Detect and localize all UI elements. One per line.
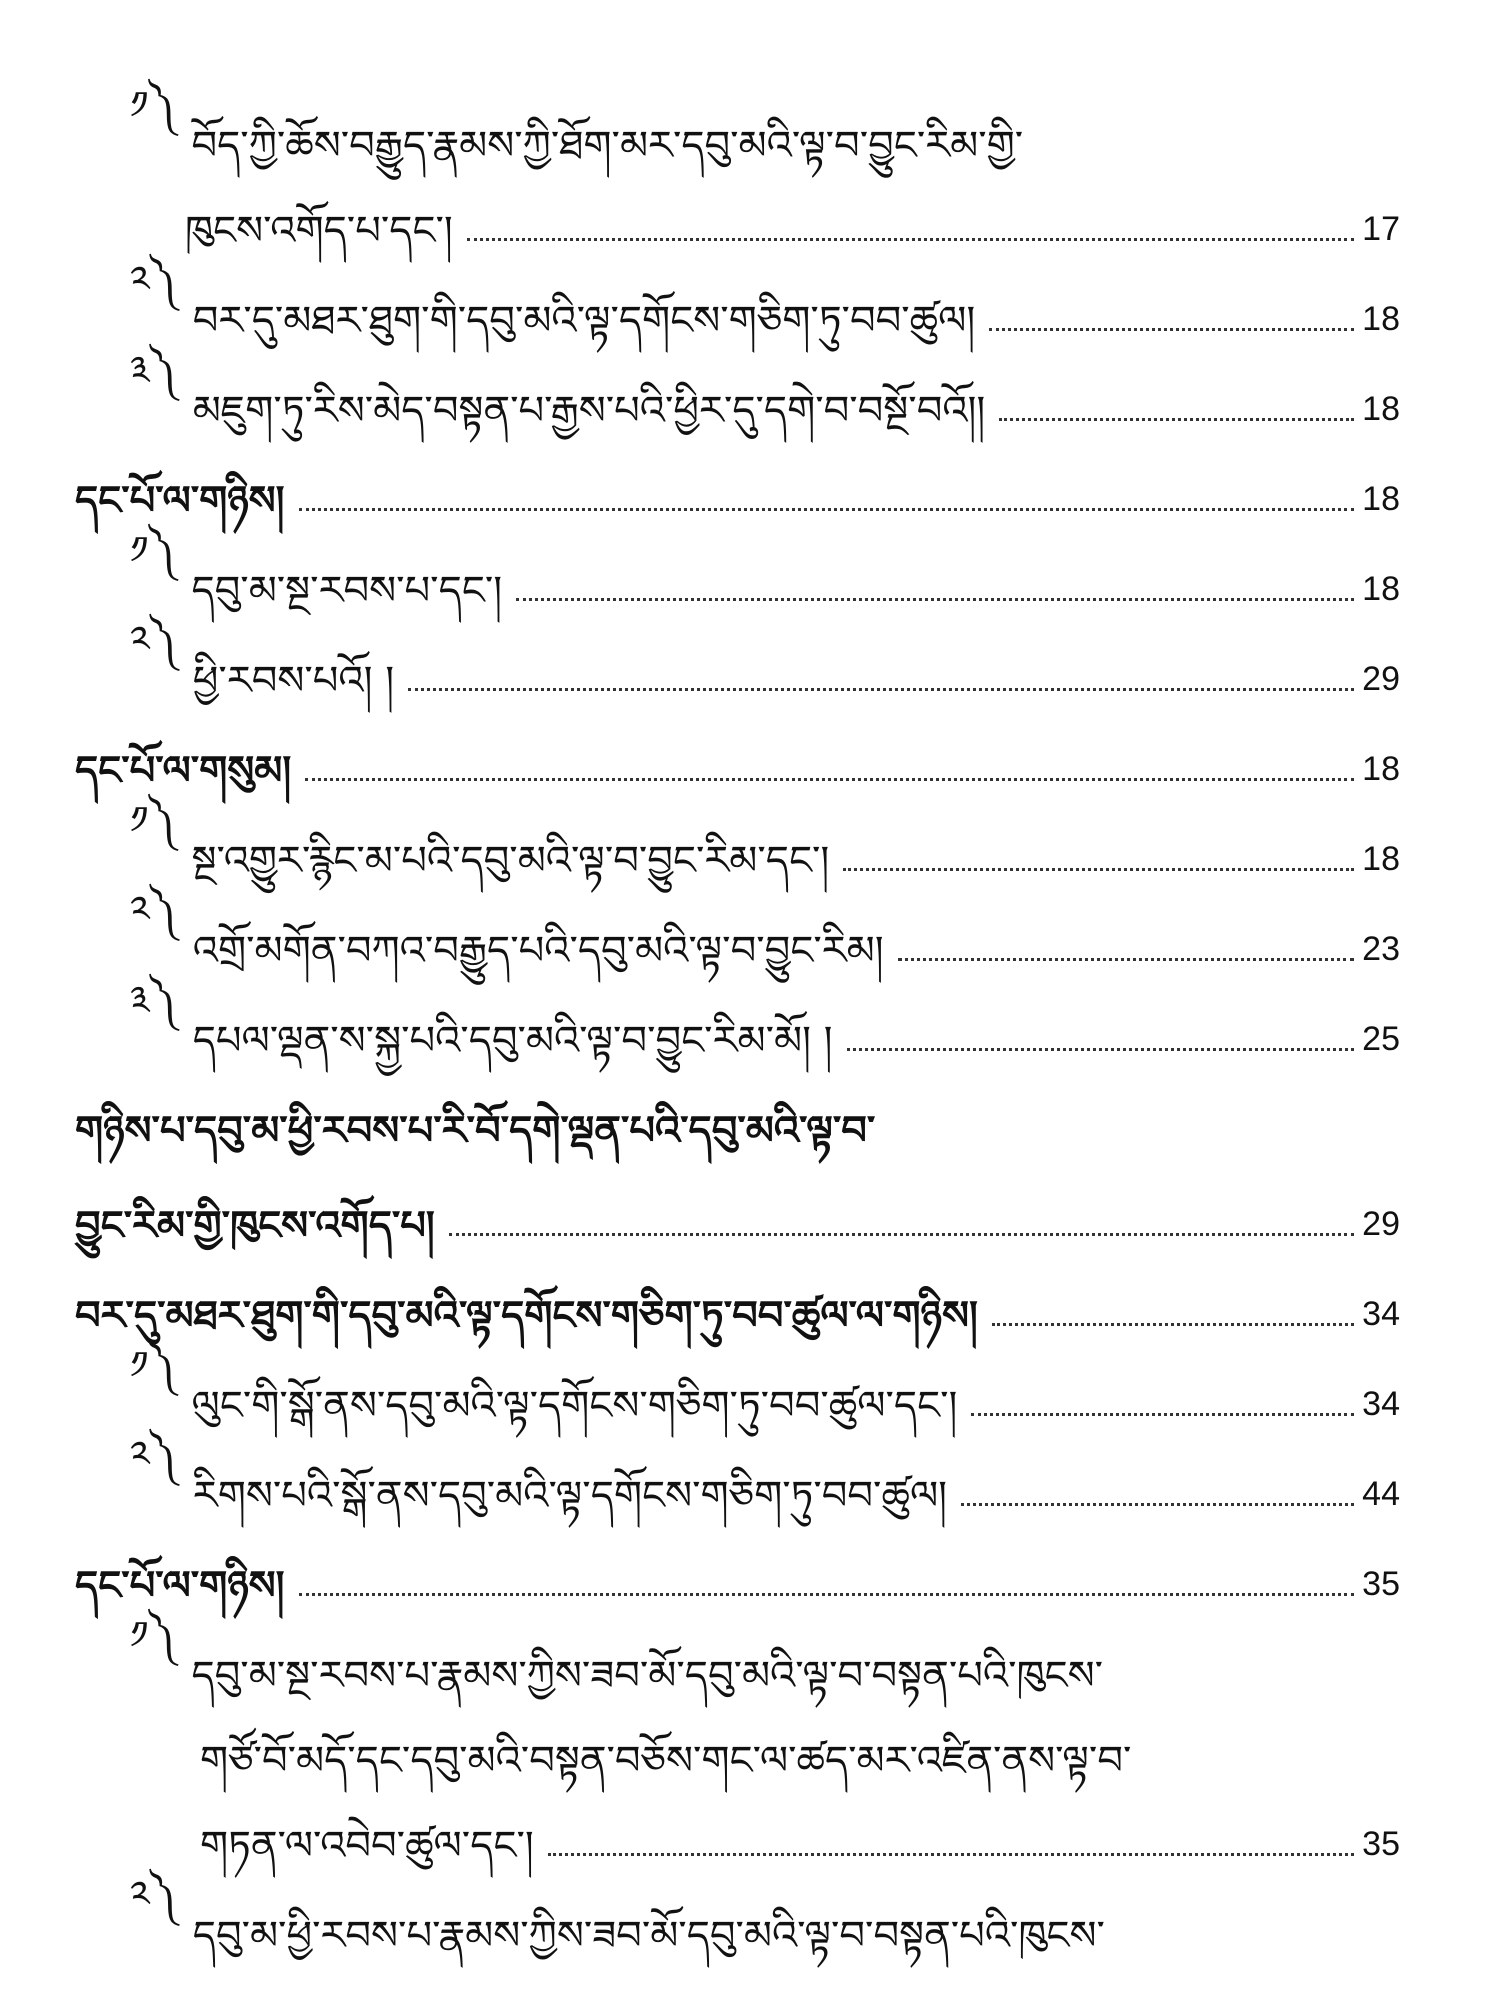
entry-number: ༢༽ [130, 618, 177, 662]
entry-page-number: 25 [1362, 1020, 1400, 1058]
entry-title: དབུ་མ་སྔ་རབས་པ་རྣམས་ཀྱིས་ཟབ་མོ་དབུ་མའི་ལྟ་བ་བསྟན་པའི་ཁུངས་ [191, 1653, 1103, 1699]
dot-leader [992, 1323, 1354, 1326]
entry-title: དབུ་མ་སྔ་རབས་པ་དང་། [191, 568, 503, 614]
entry-number: ༣༽ [130, 348, 177, 392]
dot-leader [305, 778, 1354, 781]
entry-number: ༡༽ [130, 528, 176, 572]
dot-leader [408, 688, 1354, 691]
dot-leader [299, 1593, 1355, 1596]
entry-number: ༡༽ [130, 83, 176, 127]
dot-leader [898, 958, 1355, 961]
entry-page-number: 29 [1362, 660, 1400, 698]
entry-page-number: 18 [1362, 480, 1400, 518]
toc-heading[interactable] [75, 1540, 1400, 1610]
entry-page-number: 34 [1362, 1295, 1400, 1333]
entry-page-number: 17 [1362, 210, 1400, 248]
toc-entry[interactable] [130, 888, 1400, 975]
toc-entry[interactable] [130, 1343, 1400, 1430]
toc-entry[interactable] [130, 618, 1400, 705]
dot-leader [989, 328, 1354, 331]
entry-title: དབུ་མ་ཕྱི་རབས་པ་རྣམས་ཀྱིས་ཟབ་མོ་དབུ་མའི་ལྟ་བ་བསྟན་པའི་ཁུངས་ [192, 1913, 1105, 1959]
toc-entry[interactable] [130, 528, 1400, 615]
toc-entry-continuation [200, 1715, 1400, 1785]
toc-entry[interactable] [130, 258, 1400, 345]
entry-page-number: 18 [1362, 840, 1400, 878]
dot-leader [999, 418, 1354, 421]
toc-entry[interactable] [130, 83, 1400, 170]
heading-title: དང་པོ་ལ་གསུམ། [75, 747, 292, 794]
toc-heading[interactable] [75, 1270, 1400, 1340]
entry-title: མཇུག་ཏུ་རིས་མེད་བསྟན་པ་རྒྱས་པའི་ཕྱིར་དུ་དགེ་བ་བསྔོ་བའོ།། [192, 388, 986, 434]
entry-page-number: 18 [1362, 570, 1400, 608]
entry-page-number: 34 [1362, 1385, 1400, 1423]
toc-entry[interactable] [185, 185, 1400, 255]
entry-page-number: 18 [1362, 300, 1400, 338]
entry-number: ༡༽ [130, 798, 176, 842]
toc-entry[interactable] [130, 348, 1400, 435]
heading-title: དང་པོ་ལ་གཉིས། [75, 1562, 285, 1609]
toc-entry[interactable] [130, 1433, 1400, 1520]
toc-entry[interactable] [130, 1873, 1400, 1960]
entry-page-number: 23 [1362, 930, 1400, 968]
entry-page-number: 18 [1362, 390, 1400, 428]
dot-leader [449, 1233, 1354, 1236]
entry-title: འགྲོ་མགོན་བཀའ་བརྒྱུད་པའི་དབུ་མའི་ལྟ་བ་བྱུང་རིམ། [192, 928, 884, 974]
entry-number: ༢༽ [130, 888, 177, 932]
dot-leader [961, 1503, 1354, 1506]
toc-heading[interactable] [75, 1180, 1400, 1250]
entry-title: བོད་ཀྱི་ཆོས་བརྒྱུད་རྣམས་ཀྱི་ཐོག་མར་དབུ་མའི་ལྟ་བ་བྱུང་རིམ་གྱི་ [191, 123, 1024, 169]
entry-page-number: 35 [1362, 1565, 1400, 1603]
entry-number: ༢༽ [130, 258, 177, 302]
dot-leader [548, 1853, 1354, 1856]
dot-leader [847, 1048, 1355, 1051]
entry-title: རིགས་པའི་སྒོ་ནས་དབུ་མའི་ལྟ་དགོངས་གཅིག་ཏུ་བབ་ཚུལ། [192, 1473, 948, 1519]
heading-title: བར་དུ་མཐར་ཐུག་གི་དབུ་མའི་ལྟ་དགོངས་གཅིག་ཏུ་བབ་ཚུལ་ལ་གཉིས། [75, 1292, 978, 1339]
dot-leader [516, 598, 1354, 601]
toc-entry[interactable] [130, 1613, 1400, 1700]
entry-number: ༡༽ [130, 1343, 176, 1387]
entry-title: སྔ་འགྱུར་རྙིང་མ་པའི་དབུ་མའི་ལྟ་བ་བྱུང་རིམ་དང་། [191, 838, 830, 884]
entry-title: ལུང་གི་སྒོ་ནས་དབུ་མའི་ལྟ་དགོངས་གཅིག་ཏུ་བབ་ཚུལ་དང་། [191, 1383, 958, 1429]
entry-number: ༢༽ [130, 1873, 177, 1917]
entry-title: གཙོ་བོ་མདོ་དང་དབུ་མའི་བསྟན་བཅོས་གང་ལ་ཚད་མར་འཛིན་ནས་ལྟ་བ་ [200, 1738, 1132, 1784]
entry-number: ༢༽ [130, 1433, 177, 1477]
entry-title: ཕྱི་རབས་པའོ། ། [192, 658, 395, 704]
dot-leader [299, 508, 1355, 511]
toc-entry[interactable] [130, 978, 1400, 1065]
entry-page-number: 35 [1362, 1825, 1400, 1863]
entry-title: དཔལ་ལྡན་ས་སྐྱ་པའི་དབུ་མའི་ལྟ་བ་བྱུང་རིམ་མོ། ། [192, 1018, 833, 1064]
toc-heading[interactable] [75, 1085, 1400, 1155]
toc-entry-continuation[interactable] [200, 1800, 1400, 1870]
heading-title: དང་པོ་ལ་གཉིས། [75, 477, 285, 524]
dot-leader [467, 238, 1354, 241]
toc-heading[interactable] [75, 455, 1400, 525]
heading-title: བྱུང་རིམ་གྱི་ཁུངས་འགོད་པ། [75, 1202, 435, 1249]
dot-leader [843, 868, 1354, 871]
toc-heading[interactable] [75, 725, 1400, 795]
entry-page-number: 18 [1362, 750, 1400, 788]
entry-number: ༣༽ [130, 978, 177, 1022]
entry-title: བར་དུ་མཐར་ཐུག་གི་དབུ་མའི་ལྟ་དགོངས་གཅིག་ཏུ་བབ་ཚུལ། [192, 298, 976, 344]
entry-page-number: 29 [1362, 1205, 1400, 1243]
entry-title: ཁུངས་འགོད་པ་དང་། [185, 208, 453, 254]
entry-page-number: 44 [1362, 1475, 1400, 1513]
heading-title: གཉིས་པ་དབུ་མ་ཕྱི་རབས་པ་རི་བོ་དགེ་ལྡན་པའི་དབུ་མའི་ལྟ་བ་ [75, 1107, 876, 1154]
entry-title: གཏན་ལ་འབེབ་ཚུལ་དང་། [200, 1823, 534, 1869]
toc-entry[interactable] [130, 798, 1400, 885]
dot-leader [971, 1413, 1354, 1416]
entry-number: ༡༽ [130, 1613, 176, 1657]
